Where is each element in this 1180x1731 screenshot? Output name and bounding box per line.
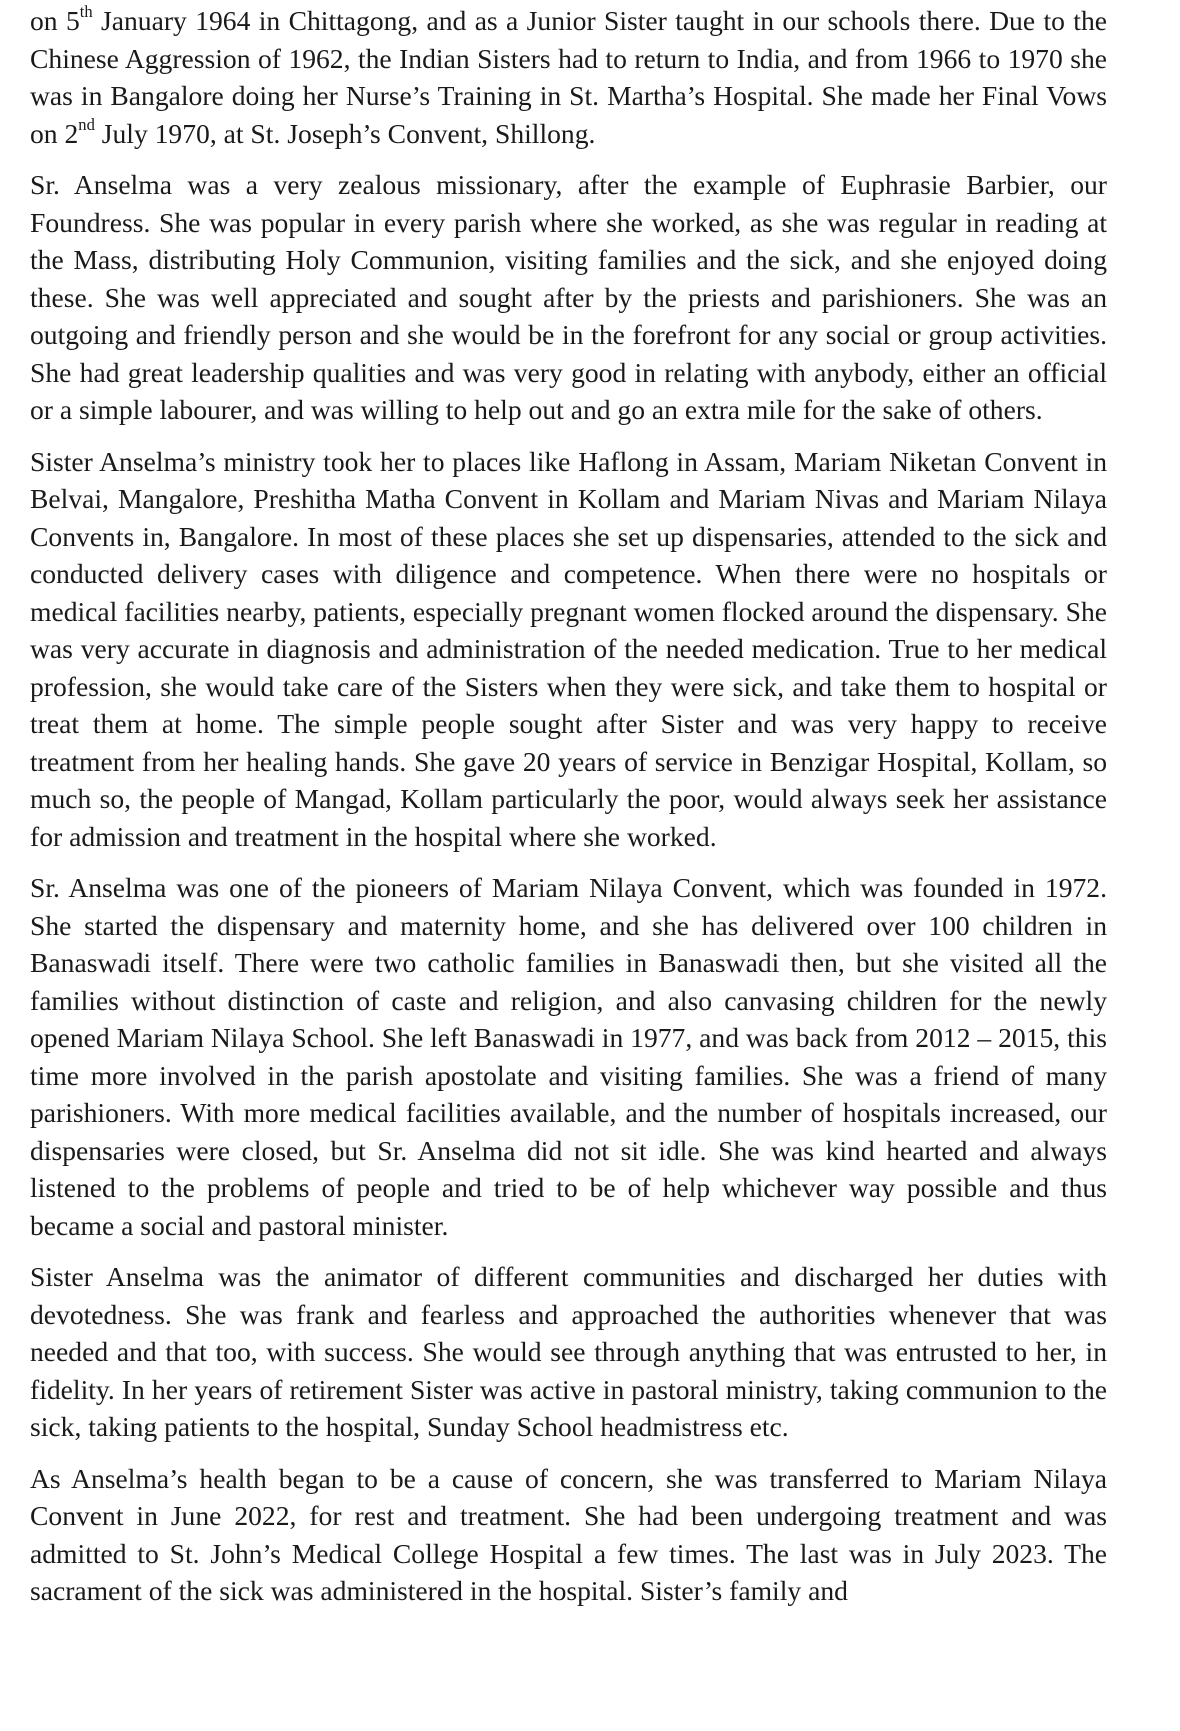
paragraph-1-text-c: July 1970, at St. Joseph’s Convent, Shillong. <box>94 117 596 149</box>
paragraph-4: Sr. Anselma was one of the pioneers of Mariam Nilaya Convent, which was founded in 1972. She started the dispensary and maternity home, and she has delivered over 100 children in Banaswadi itself. There were two catholic families in Banaswadi then, but she visited all the families without distinction of caste and religion, and also canvasing children for the newly opened Mariam Nilaya School. She left Banaswadi in 1977, and was back from 2012 – 2015, this time more involved in the parish apostolate and visiting families. She was a friend of many parishioners. With more medical facilities available, and the number of hospitals increased, our dispensaries were closed, but Sr. Anselma did not sit idle. She was kind hearted and always listened to the problems of people and tried to be of help whichever way possible and thus became a social and pastoral minister. <box>30 872 1107 1241</box>
paragraph-2: Sr. Anselma was a very zealous missionary, after the example of Euphrasie Barbier, our Foundress. She was popular in every parish where she worked, as she was regular in reading at the Mass, distributing Holy Communion, visiting families and the sick, and she enjoyed doing these. She was well appreciated and sought after by the priests and parishioners. She was an outgoing and friendly person and she would be in the forefront for any social or group activities. She had great leadership qualities and was very good in relating with anybody, either an official or a simple labourer, and was willing to help out and go an extra mile for the sake of others. <box>30 169 1107 425</box>
paragraph-5: Sister Anselma was the animator of different communities and discharged her duties with devotedness. She was frank and fearless and approached the authorities whenever that was needed and that too, with success. She would see through anything that was entrusted to her, in fidelity. In her years of retirement Sister was active in pastoral ministry, taking communion to the sick, taking patients to the hospital, Sunday School headmistress etc. <box>30 1261 1107 1442</box>
paragraph-1-text-b: January 1964 in Chittagong, and as a Junior Sister taught in our schools there. Due to the Chinese Aggression of 1962, the Indian Sisters had to return to India, and from 1966 to 1970 she was in Bangalore doing her Nurse’s Training in St. Martha’s Hospital. She made her Final Vows on 2 <box>30 5 1107 149</box>
paragraph-1 <box>30 2 1107 152</box>
superscript-th: th <box>79 2 93 22</box>
paragraph-1-text-a: on 5 <box>30 5 80 36</box>
superscript-nd: nd <box>78 114 95 134</box>
paragraph-6: As Anselma’s health began to be a cause of concern, she was transferred to Mariam Nilaya Convent in June 2022, for rest and treatment. She had been undergoing treatment and was admitted to St. John’s Medical College Hospital a few times. The last was in July 2023. The sacrament of the sick was administered in the hospital. Sister’s family and <box>30 1462 1107 1606</box>
document-page <box>30 2 1107 1624</box>
paragraph-3: Sister Anselma’s ministry took her to places like Haflong in Assam, Mariam Niketan Convent in Belvai, Mangalore, Preshitha Matha Convent in Kollam and Mariam Nivas and Mariam Nilaya Convents in, Bangalore. In most of these places she set up dispensaries, attended to the sick and conducted delivery cases with diligence and competence. When there were no hospitals or medical facilities nearby, patients, especially pregnant women flocked around the dispensary. She was very accurate in diagnosis and administration of the needed medication. True to her medical profession, she would take care of the Sisters when they were sick, and take them to hospital or treat them at home. The simple people sought after Sister and was very happy to receive treatment from her healing hands. She gave 20 years of service in Benzigar Hospital, Kollam, so much so, the people of Mangad, Kollam particularly the poor, would always seek her assistance for admission and treatment in the hospital where she worked. <box>30 445 1107 852</box>
